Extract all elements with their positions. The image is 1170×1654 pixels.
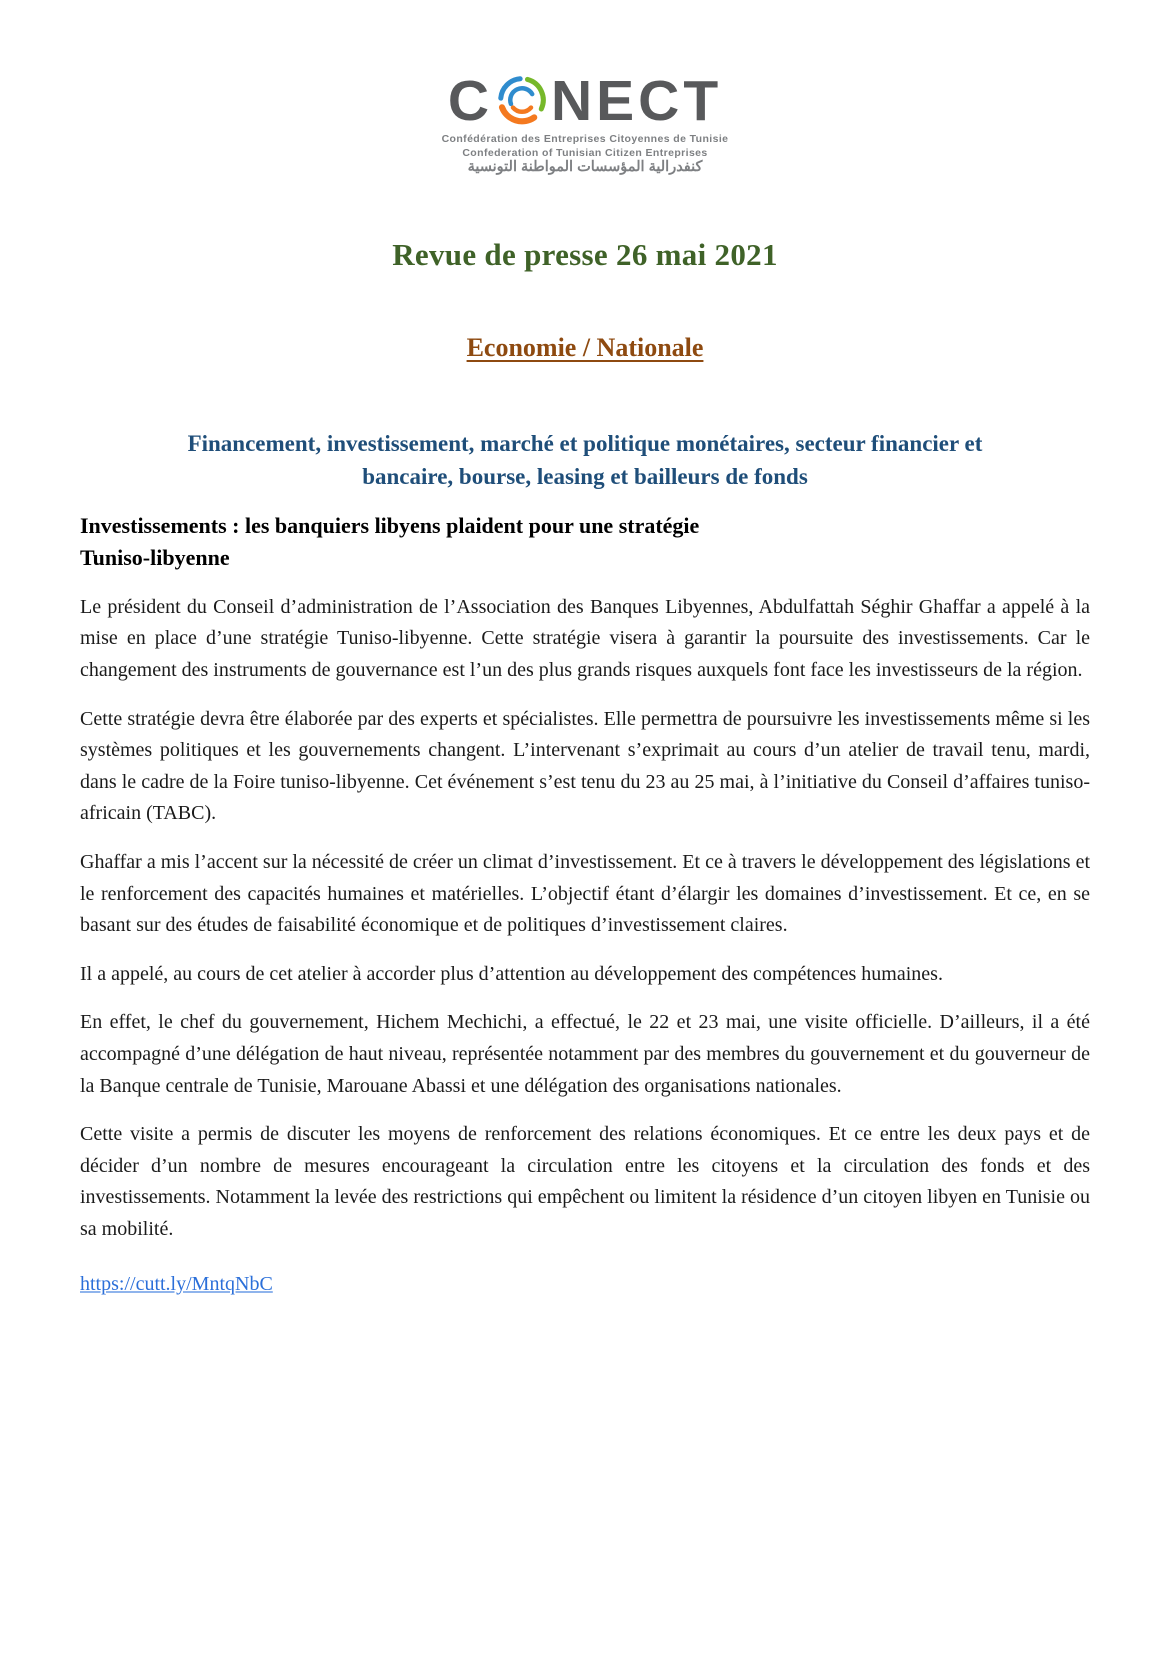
page-title: Revue de presse 26 mai 2021	[392, 237, 778, 272]
article-headline	[80, 510, 1090, 575]
article-paragraph: En effet, le chef du gouvernement, Hichem Mechichi, a effectué, le 22 et 23 mai, une visite officielle. D’ailleurs, il a été accompagné d’une délégation de haut niveau, représentée notamment par des membres du gouvernement et du gouverneur de la Banque centrale de Tunisie, Marouane Abassi et une délégation des organisations nationales.	[80, 1011, 1090, 1097]
article-headline-line1: Investissements : les banquiers libyens plaident pour une stratégie	[80, 512, 700, 538]
topic-heading: Financement, investissement, marché et politique monétaires, secteur financier et bancaire, bourse, leasing et bailleurs de fonds	[187, 431, 983, 490]
article-paragraph: Ghaffar a mis l’accent sur la nécessité de créer un climat d’investissement. Et ce à travers le développement des législations et le renforcement des capacités humaines et matérielles. L’objectif étant d’élargir les domaines d’investissement. Et ce, en se basant sur des études de faisabilité économique et de politiques d’investissement claires.	[80, 850, 1090, 937]
article-paragraph: Le président du Conseil d’administration de l’Association des Banques Libyennes, Abdulfattah Séghir Ghaffar a appelé à la mise en place d’une stratégie Tuniso-libyenne. Cette stratégie visera à garantir la poursuite des investissements. Car le changement des instruments de gouvernance est l’un des plus grands risques auxquels font face les investisseurs de la région.	[80, 595, 1090, 681]
article-source-link[interactable]: https://cutt.ly/MntqNbC	[80, 1273, 273, 1296]
conect-o-swirl-icon	[494, 72, 550, 128]
article-paragraph: Cette visite a permis de discuter les moyens de renforcement des relations économiques. Et ce entre les deux pays et de décider d’un nombre de mesures encourageant la circulation entre les citoyens et la circulation des fonds et des investissements. Notamment la levée des restrictions qui empêchent ou limitent la résidence d’un citoyen libyen en Tunisie ou sa mobilité.	[80, 1123, 1090, 1240]
logo-subtitle-french: Confédération des Entreprises Citoyennes de Tunisie	[441, 132, 729, 145]
logo-subtitle-arabic: كنفدرالية المؤسسات المواطنة التونسية	[467, 159, 703, 175]
logo-subtitle-english: Confederation of Tunisian Citizen Entreprises	[462, 147, 708, 159]
article-headline-line2: Tuniso-libyenne	[80, 545, 230, 571]
logo-letter-c: C	[447, 68, 493, 133]
article-paragraph: Il a appelé, au cours de cet atelier à accorder plus d’attention au développement des compétences humaines.	[80, 962, 943, 985]
article-paragraph: Cette stratégie devra être élaborée par des experts et spécialistes. Elle permettra de poursuivre les investissements même si les systèmes politiques et les gouvernements changent. L’intervenant s’exprimait au cours d’un atelier de travail tenu, mardi, dans le cadre de la Foire tuniso-libyenne. Cet événement s’est tenu du 23 au 25 mai, à l’initiative du Conseil d’affaires tuniso-africain (TABC).	[80, 707, 1090, 825]
conect-logo-wordmark	[447, 68, 723, 133]
section-heading: Economie / Nationale	[466, 333, 704, 362]
conect-logo	[80, 0, 1090, 175]
logo-letters-nect: NECT	[551, 68, 723, 133]
